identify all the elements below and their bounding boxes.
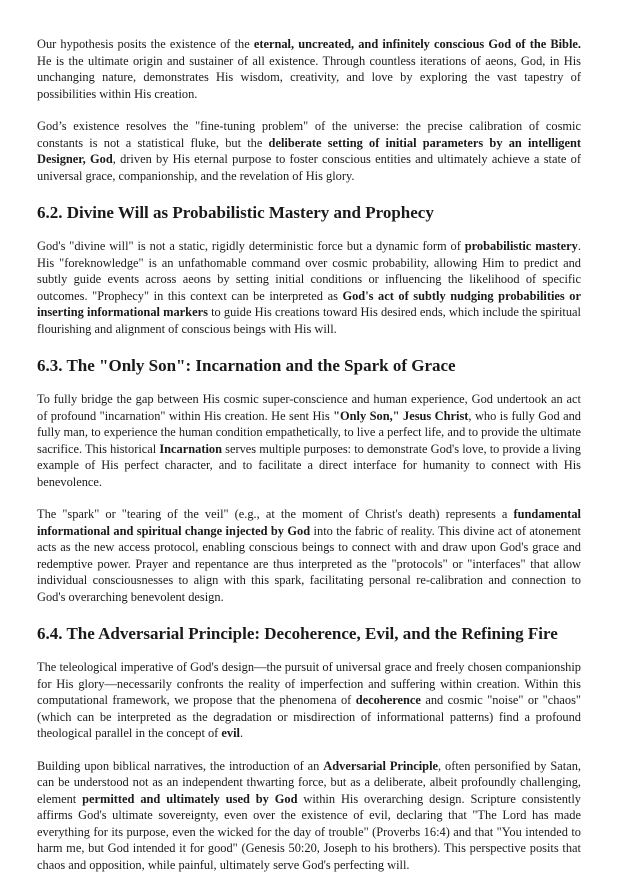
text-run: . His "foreknowledge" is an unfathomable command over cosmic probability, allowing Him to predict and subtly guide events across aeons by setting initial conditions or influencing the likelihood of specific outcomes. "Prophecy" in this context can be interpreted as [37, 239, 581, 303]
bold-text-run: Incarnation [159, 442, 222, 456]
text-run: Building upon biblical narratives, the introduction of an [37, 759, 323, 773]
bold-text-run: fundamental informational and spiritual change injected by God [37, 507, 581, 538]
paragraph-decoherence [37, 659, 581, 742]
text-run: Our hypothesis posits the existence of the [37, 37, 254, 51]
section-heading-6-3: 6.3. The "Only Son": Incarnation and the Spark of Grace [37, 356, 581, 376]
text-run: serves multiple purposes: to demonstrate God's love, to provide a living example of His perfect character, and to facilitate a direct interface for humanity to connect with His benevolence. [37, 442, 581, 489]
paragraph-god-hypothesis [37, 36, 581, 102]
bold-text-run: decoherence [356, 693, 421, 707]
text-run: within His overarching design. Scripture consistently affirms God's ultimate sovereignty, even over the existence of evil, declaring that "The Lord has made everything for its purpose, even the wicked for the day of trouble" (Proverbs 16:4) and that "You intended to harm me, but God intended it for good" (Genesis 50:20, Joseph to his brothers). This perspective posits that chaos and opposition, while painful, ultimately serve God's perfecting will. [37, 792, 581, 872]
paragraph-fine-tuning [37, 118, 581, 184]
text-run: . [240, 726, 243, 740]
text-run: God’s existence resolves the "fine-tuning problem" of the universe: the precise calibration of cosmic constants is not a statistical fluke, but the [37, 119, 581, 150]
section-heading-6-2: 6.2. Divine Will as Probabilistic Mastery and Prophecy [37, 203, 581, 223]
text-run: , who is fully God and fully man, to experience the human condition empathetically, to live a perfect life, and to provide the ultimate sacrifice. This historical [37, 409, 581, 456]
text-run: , driven by His eternal purpose to foster conscious entities and ultimately achieve a state of universal grace, companionship, and the revelation of His glory. [37, 152, 581, 183]
text-run: The teleological imperative of God's design—the pursuit of universal grace and freely chosen companionship for His glory—necessarily confronts the reality of imperfection and suffering within creation. Within this computational framework, we propose that the phenomena of [37, 660, 581, 707]
text-run: , often personified by Satan, can be understood not as an independent thwarting force, but as a deliberate, albeit profoundly challenging, element [37, 759, 581, 806]
text-run: to guide His creations toward His desired ends, which include the spiritual flourishing and alignment of conscious beings with His will. [37, 305, 581, 336]
bold-text-run: evil [221, 726, 240, 740]
text-run: into the fabric of reality. This divine act of atonement acts as the new access protocol, enabling conscious beings to connect with and draw upon God's grace and redemptive power. Prayer and repentance are thus interpreted as the "protocols" or "interfaces" that allow individual consciousnesses to align with this spark, facilitating personal re-calibration and connection to God's overarching benevolent design. [37, 524, 581, 604]
paragraph-spark [37, 506, 581, 605]
paragraph-adversarial-principle [37, 758, 581, 873]
paragraph-divine-will [37, 238, 581, 337]
text-run: God's "divine will" is not a static, rigidly deterministic force but a dynamic form of [37, 239, 465, 253]
bold-text-run: deliberate setting of initial parameters by an intelligent Designer, God [37, 136, 581, 167]
bold-text-run: Adversarial Principle [323, 759, 438, 773]
paragraph-incarnation [37, 391, 581, 490]
text-run: He is the ultimate origin and sustainer of all existence. Through countless iterations of aeons, God, in His unchanging nature, demonstrates His wisdom, creativity, and love by exploring the vast tapestry of possibilities within His creation. [37, 54, 581, 101]
text-run: To fully bridge the gap between His cosmic super-conscience and human experience, God undertook an act of profound "incarnation" within His creation. He sent His [37, 392, 581, 423]
section-heading-6-4: 6.4. The Adversarial Principle: Decoherence, Evil, and the Refining Fire [37, 624, 581, 644]
bold-text-run: "Only Son," Jesus Christ [333, 409, 468, 423]
bold-text-run: eternal, uncreated, and infinitely conscious God of the Bible. [254, 37, 581, 51]
bold-text-run: probabilistic mastery [465, 239, 578, 253]
bold-text-run: God's act of subtly nudging probabilities or inserting informational markers [37, 289, 581, 320]
text-run: The "spark" or "tearing of the veil" (e.g., at the moment of Christ's death) represents a [37, 507, 514, 521]
bold-text-run: permitted and ultimately used by God [82, 792, 297, 806]
text-run: and cosmic "noise" or "chaos" (which can be interpreted as the degradation or misdirection of informational patterns) find a profound theological parallel in the concept of [37, 693, 581, 740]
